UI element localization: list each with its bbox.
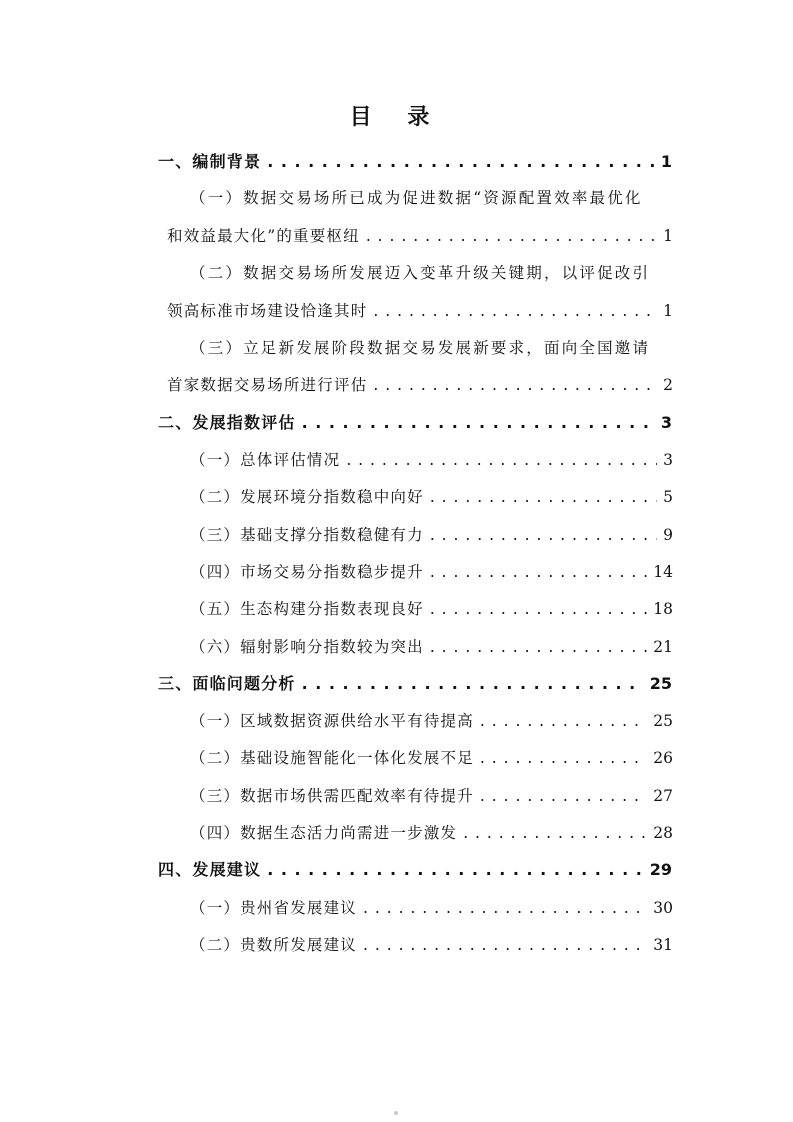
toc-page-number: 30 (653, 899, 673, 917)
toc-entry-label: 四、发展建议 (158, 860, 262, 879)
toc-entry-label: 首家数据交易场所进行评估 (167, 376, 368, 394)
toc-leader-dots (302, 408, 655, 438)
toc-entry-2[interactable] (158, 408, 672, 438)
toc-entry-4-1[interactable] (190, 893, 673, 923)
toc-leader-dots (430, 632, 647, 662)
toc-page-number: 28 (653, 824, 673, 842)
toc-entry-2-6[interactable] (190, 632, 673, 662)
toc-page-number: 5 (663, 488, 673, 506)
toc-entry-label: 二、发展指数评估 (158, 413, 296, 432)
page-footer-dot (394, 1111, 398, 1115)
toc-leader-dots (302, 669, 644, 699)
toc-page-number: 2 (663, 376, 673, 394)
toc-entry-label: （三）基础支撑分指数稳健有力 (190, 526, 424, 544)
toc-leader-dots (430, 482, 657, 512)
toc-leader-dots (373, 296, 657, 326)
toc-page-number: 1 (660, 152, 672, 171)
toc-page-number: 26 (653, 749, 673, 767)
toc-leader-dots (346, 445, 657, 475)
toc-entry-1-3[interactable] (167, 370, 673, 400)
toc-page-number: 3 (663, 451, 673, 469)
toc-entry-label: （六）辐射影响分指数较为突出 (190, 638, 424, 656)
toc-page-number: 25 (649, 674, 672, 693)
toc-entry-label: 和效益最大化”的重要枢纽 (167, 227, 360, 245)
toc-leader-dots (430, 557, 647, 587)
toc-page-number: 29 (649, 860, 672, 879)
toc-entry-label: （四）市场交易分指数稳步提升 (190, 563, 424, 581)
toc-entry-label: （一）区域数据资源供给水平有待提高 (190, 712, 474, 730)
toc-entry-label: （一）贵州省发展建议 (190, 899, 358, 917)
toc-leader-dots (430, 594, 647, 624)
toc-entry-label: 三、面临问题分析 (158, 674, 296, 693)
toc-entry-label: （二）基础设施智能化一体化发展不足 (190, 749, 474, 767)
toc-page-number: 21 (653, 638, 673, 656)
toc-page-number: 1 (663, 302, 673, 320)
toc-leader-dots (366, 221, 657, 251)
toc-entry-2-3[interactable] (190, 520, 673, 550)
toc-entry-label: （三）数据市场供需匹配效率有待提升 (190, 787, 474, 805)
toc-entry-2-1[interactable] (190, 445, 673, 475)
toc-page-number: 31 (653, 936, 673, 954)
toc-leader-dots (480, 743, 647, 773)
toc-leader-dots (363, 893, 647, 923)
toc-entry-1-1-first-line[interactable]: （一）数据交易场所已成为促进数据“资源配置效率最优化 (190, 189, 643, 207)
toc-leader-dots (267, 147, 655, 177)
toc-page-number: 1 (663, 227, 673, 245)
toc-entry-label: （五）生态构建分指数表现良好 (190, 600, 424, 618)
toc-entry-label: 一、编制背景 (158, 152, 262, 171)
toc-leader-dots (430, 520, 657, 550)
toc-entry-label: （二）发展环境分指数稳中向好 (190, 488, 424, 506)
toc-entry-label: 领高标准市场建设恰逢其时 (167, 302, 368, 320)
toc-entry-3-2[interactable] (190, 743, 673, 773)
toc-entry-1-2-first-line[interactable]: （二）数据交易场所发展迈入变革升级关键期，以评促改引 (190, 264, 651, 282)
toc-page-number: 3 (660, 413, 672, 432)
toc-entry-2-4[interactable] (190, 557, 673, 587)
toc-entry-label: （一）总体评估情况 (190, 451, 341, 469)
toc-entry-label: （四）数据生态活力尚需进一步激发 (190, 824, 458, 842)
toc-entry-3-4[interactable] (190, 818, 673, 848)
toc-leader-dots (463, 818, 647, 848)
toc-page-number: 14 (653, 563, 673, 581)
toc-entry-2-2[interactable] (190, 482, 673, 512)
toc-entry-1-1[interactable] (167, 221, 673, 251)
toc-leader-dots (363, 930, 647, 960)
toc-page-number: 27 (653, 787, 673, 805)
toc-page-number: 18 (653, 600, 673, 618)
toc-entry-label: （二）贵数所发展建议 (190, 936, 358, 954)
toc-entry-1-3-first-line[interactable]: （三）立足新发展阶段数据交易发展新要求，面向全国邀请 (190, 339, 651, 357)
toc-entry-1-2[interactable] (167, 296, 673, 326)
toc-leader-dots (480, 706, 647, 736)
toc-entry-3-1[interactable] (190, 706, 673, 736)
toc-entry-4[interactable] (158, 855, 672, 885)
toc-page-number: 9 (663, 526, 673, 544)
toc-entry-3-3[interactable] (190, 781, 673, 811)
toc-page-number: 25 (653, 712, 673, 730)
toc-leader-dots (480, 781, 647, 811)
toc-entry-1[interactable] (158, 147, 672, 177)
toc-entry-2-5[interactable] (190, 594, 673, 624)
toc-entry-4-2[interactable] (190, 930, 673, 960)
toc-leader-dots (373, 370, 657, 400)
toc-title: 目 录 (349, 105, 444, 130)
toc-leader-dots (267, 855, 644, 885)
toc-entry-3[interactable] (158, 669, 672, 699)
